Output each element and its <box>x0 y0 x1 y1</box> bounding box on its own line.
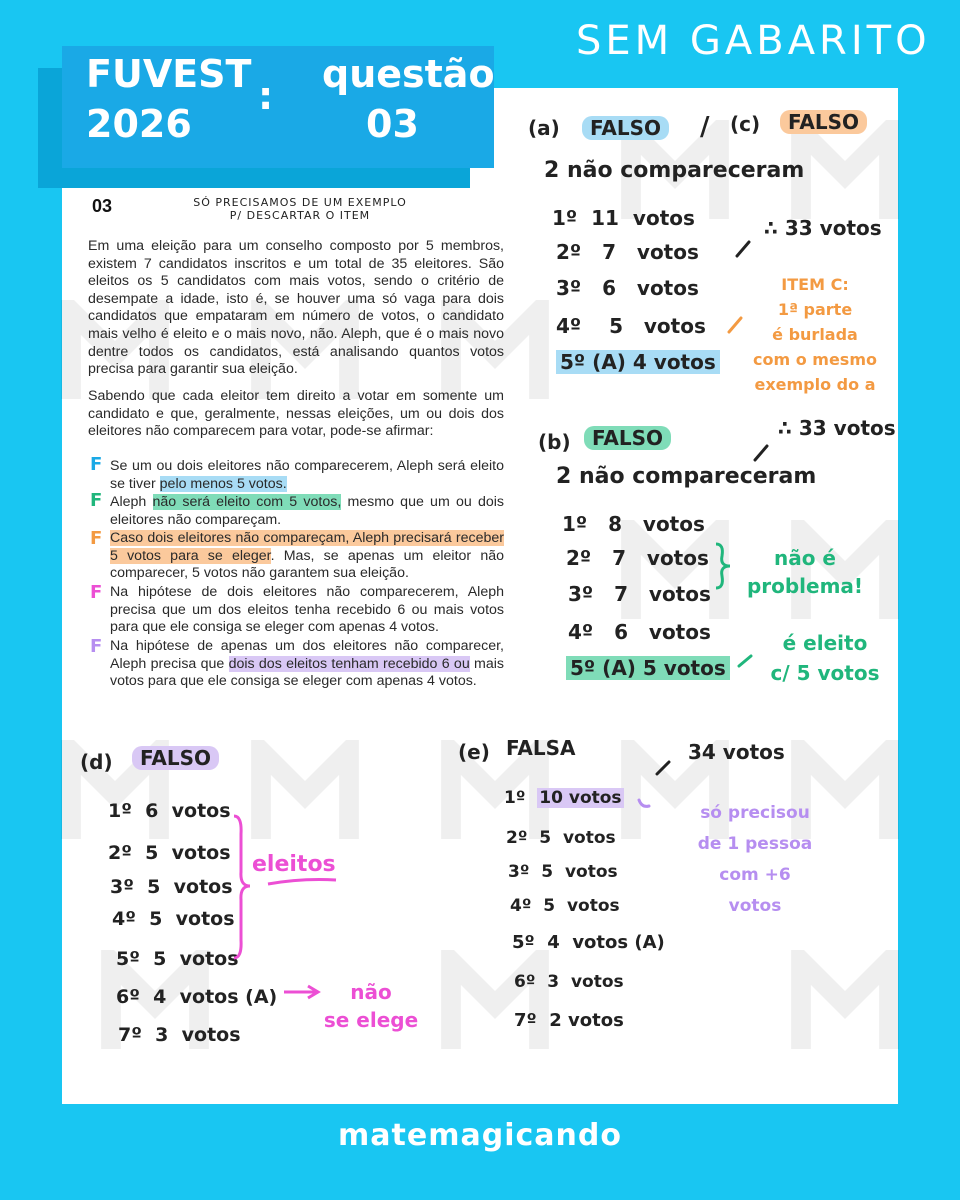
note-line: é burlada <box>772 325 858 344</box>
watermark-logo-icon <box>440 950 550 1060</box>
alt-text: Na hipótese de dois eleitores não comparecerem, Aleph precisa que um dos eleitos tenha recebido 6 ou mais votos para que ele consiga se eleger com apenas 4 votos. <box>110 584 504 636</box>
alternative-mark: F <box>90 636 103 657</box>
position: 1º <box>552 206 578 230</box>
votes: 5 <box>145 842 159 864</box>
votes: 5 <box>153 948 167 970</box>
votes: 11 <box>591 206 619 230</box>
slash: / <box>700 112 710 142</box>
question-number: 03 <box>366 102 419 146</box>
e-note <box>670 798 840 922</box>
votes: 6 <box>145 800 159 822</box>
total-votes: 34 votos <box>688 740 785 764</box>
note-line: ITEM C: <box>781 275 849 294</box>
item-label: (e) <box>458 740 490 764</box>
unit: votos (A) <box>572 932 665 953</box>
vote-row <box>556 350 720 374</box>
note-line: só precisou <box>700 803 810 823</box>
vote-row <box>118 1024 241 1046</box>
alt-highlight: dois dos eleitos tenham recebido 6 ou <box>228 655 470 672</box>
votes: 4 <box>153 986 167 1008</box>
alternative-mark: F <box>90 490 103 511</box>
title-box <box>62 46 494 168</box>
position: 2º <box>108 842 132 864</box>
question-paragraph: Em uma eleição para um conselho composto por 5 membros, existem 7 candidatos inscritos e um total de 35 eleitores. São eleitos os 5 candidatos com mais votos, sendo o critério de desempate a idade, isto é, se houver uma só vaga para dois candidatos que empataram em número de votos, o candidato mais velho é eleito e o mais novo, não. Aleph, que é o mais novo dentre todos os candidatos, está analisando quantos votos precisa para garantir sua eleição. <box>88 238 504 378</box>
votes: 5 <box>149 908 163 930</box>
vote-row <box>510 896 620 916</box>
stroke-icon <box>752 440 772 464</box>
note-line: se elege <box>323 1008 419 1032</box>
note-line: 1ª parte <box>777 300 853 319</box>
unit: votos <box>568 1010 624 1031</box>
unit: votos <box>562 828 616 848</box>
vote-row <box>568 620 711 644</box>
votes: 7 <box>602 240 617 264</box>
eleitos-label: eleitos <box>252 852 336 877</box>
votes: 3 <box>155 1024 169 1046</box>
item-label: (b) <box>538 430 571 454</box>
alternative-mark: F <box>90 528 103 549</box>
title-colon: : <box>258 74 274 118</box>
unit: votos <box>564 862 618 882</box>
vote-row <box>556 314 706 338</box>
total-votes: ∴ 33 votos <box>764 216 882 240</box>
unit: votos <box>636 240 699 264</box>
total-votes: ∴ 33 votos <box>778 416 896 440</box>
position: 1º <box>504 788 526 808</box>
unit: votos <box>632 206 695 230</box>
unit: votos <box>181 1024 241 1046</box>
position: 3º <box>508 862 530 882</box>
votes: 3 <box>547 972 560 992</box>
subtitle: 2 não compareceram <box>544 158 805 183</box>
falso-text: FALSO <box>582 116 669 140</box>
unit: votos <box>171 800 231 822</box>
position: 4º <box>510 896 532 916</box>
position: 7º <box>118 1024 142 1046</box>
votes: (A) 4 <box>592 350 647 374</box>
position: 3º <box>556 276 582 300</box>
alternative-c <box>88 530 504 583</box>
position: 4º <box>568 620 594 644</box>
vote-row <box>110 876 233 898</box>
vote-row <box>566 656 730 680</box>
position: 6º <box>116 986 140 1008</box>
questao-label: questão <box>322 52 495 96</box>
handwritten-note <box>150 196 450 222</box>
unit: votos <box>179 948 239 970</box>
position: 4º <box>112 908 136 930</box>
unit: votos <box>648 620 711 644</box>
falso-text: FALSO <box>584 426 671 450</box>
sem-gabarito-label: SEM GABARITO <box>576 18 931 64</box>
alt-text: Na hipótese de apenas um dos eleitores não comparecer, Aleph precisa que <box>110 638 504 672</box>
note-line: com +6 <box>719 865 791 885</box>
note-line: exemplo do a <box>754 375 876 394</box>
watermark-logo-icon <box>790 120 900 230</box>
unit: votos <box>173 876 233 898</box>
alternative-e <box>88 638 504 691</box>
brand-footer: matemagicando <box>338 1118 622 1153</box>
falso-tag <box>132 746 219 770</box>
position: 2º <box>506 828 528 848</box>
unit: votos <box>642 512 705 536</box>
alt-text: mesmo que um ou dois eleitores não compareçam. <box>110 494 504 528</box>
stroke-icon <box>654 756 674 778</box>
item-label: (a) <box>528 116 560 140</box>
vote-row <box>116 986 277 1008</box>
votes: (A) 5 <box>602 656 657 680</box>
falso-text: FALSO <box>132 746 219 770</box>
alt-highlight: Caso dois eleitores não compareçam, Aleph precisará receber 5 votos para se eleger <box>110 530 504 564</box>
unit: votos <box>570 972 624 992</box>
votes: 4 <box>547 932 560 953</box>
position: 2º <box>566 546 592 570</box>
falsa-label: FALSA <box>506 736 576 760</box>
note-line: c/ 5 votos <box>770 661 880 685</box>
vote-row <box>556 276 699 300</box>
alternative-b <box>88 494 504 529</box>
note-line: não <box>350 980 392 1004</box>
votes: 7 <box>614 582 629 606</box>
vote-row <box>508 862 618 882</box>
question-number-label: 03 <box>92 196 113 216</box>
falso-tag <box>584 426 671 450</box>
alternative-a <box>88 458 504 493</box>
alt-highlight: não será eleito com 5 votos, <box>152 494 342 510</box>
note-line: de 1 pessoa <box>697 834 813 854</box>
item-label: (c) <box>730 112 761 136</box>
votes: 5 <box>543 896 556 916</box>
unit: votos <box>566 896 620 916</box>
vote-row <box>566 546 709 570</box>
vote-row <box>112 908 235 930</box>
stroke-icon <box>736 650 756 670</box>
alt-text: Se um ou dois eleitores não comparecerem, Aleph será eleito se tiver <box>110 458 504 492</box>
vote-row <box>562 512 705 536</box>
unit: votos <box>643 314 706 338</box>
b-note-1 <box>740 544 870 600</box>
vote-row <box>552 206 695 230</box>
votes: 5 <box>147 876 161 898</box>
position: 5º <box>512 932 535 953</box>
alternative-mark: F <box>90 454 103 475</box>
falso-tag <box>582 116 669 140</box>
note-line: votos <box>728 896 782 916</box>
note-line: não é <box>773 546 836 570</box>
brace-icon <box>228 814 254 960</box>
brace-icon <box>710 542 734 590</box>
vote-row <box>514 972 624 992</box>
b-note-2 <box>760 628 890 688</box>
votes: 5 <box>539 828 552 848</box>
unit: votos <box>646 546 709 570</box>
votes: 5 <box>541 862 554 882</box>
vote-row <box>556 240 699 264</box>
note-line: SÓ PRECISAMOS DE UM EXEMPLO <box>193 196 407 209</box>
alt-highlight: pelo menos 5 votos. <box>159 475 287 492</box>
watermark-logo-icon <box>790 950 900 1060</box>
votes: 5 <box>609 314 623 338</box>
position: 1º <box>108 800 132 822</box>
stroke-icon <box>734 236 754 260</box>
unit: votos <box>171 842 231 864</box>
votes: 6 <box>614 620 629 644</box>
exam-year: 2026 <box>86 102 192 146</box>
vote-row <box>108 800 231 822</box>
vote-row <box>504 788 624 808</box>
alternative-d <box>88 584 504 637</box>
falso-text: FALSO <box>780 110 867 134</box>
subtitle: 2 não compareceram <box>556 464 817 489</box>
vote-row <box>568 582 711 606</box>
vote-row <box>108 842 231 864</box>
vote-row <box>506 828 616 848</box>
unit: votos <box>175 908 235 930</box>
position: 7º <box>514 1010 537 1031</box>
vote-row <box>116 948 239 970</box>
note-line: com o mesmo <box>753 350 877 369</box>
unit: votos (A) <box>179 986 278 1008</box>
unit: votos <box>663 656 726 680</box>
votes: 2 <box>549 1010 562 1031</box>
item-c-note <box>740 272 890 397</box>
unit: votos <box>568 788 622 808</box>
underline-icon <box>266 874 338 888</box>
position: 3º <box>110 876 134 898</box>
votes: 6 <box>602 276 617 300</box>
note-line: problema! <box>746 574 864 598</box>
alt-text: mais votos para que ele consiga se eleger com apenas 4 votos. <box>110 655 504 690</box>
falso-tag <box>780 110 867 134</box>
votes: 10 <box>539 788 563 808</box>
item-label: (d) <box>80 750 113 774</box>
exam-name: FUVEST <box>86 52 252 96</box>
position: 3º <box>568 582 594 606</box>
nao-se-elege-note <box>316 978 426 1034</box>
unit: votos <box>636 276 699 300</box>
position: 6º <box>514 972 536 992</box>
position: 4º <box>556 314 582 338</box>
unit: votos <box>653 350 716 374</box>
position: 5º <box>560 350 586 374</box>
note-line: é eleito <box>782 631 868 655</box>
alternative-mark: F <box>90 582 103 603</box>
watermark-logo-icon <box>250 740 360 850</box>
note-line: P/ DESCARTAR O ITEM <box>229 209 371 222</box>
votes: 7 <box>612 546 627 570</box>
unit: votos <box>648 582 711 606</box>
question-paragraph: Sabendo que cada eleitor tem direito a votar em somente um candidato e que, geralmente, nessas eleições, um ou dois dos eleitores não comparecem para votar, pode-se afirmar: <box>88 388 504 440</box>
position: 5º <box>116 948 140 970</box>
position: 5º <box>570 656 596 680</box>
position: 1º <box>562 512 588 536</box>
votes: 8 <box>608 512 623 536</box>
position: 2º <box>556 240 582 264</box>
vote-row <box>514 1010 624 1031</box>
alt-text: . Mas, se apenas um eleitor não comparecer, 5 votos não garantem sua eleição. <box>110 547 504 582</box>
alt-text: Aleph <box>110 494 153 510</box>
vote-row <box>512 932 665 953</box>
stroke-icon <box>636 794 652 812</box>
